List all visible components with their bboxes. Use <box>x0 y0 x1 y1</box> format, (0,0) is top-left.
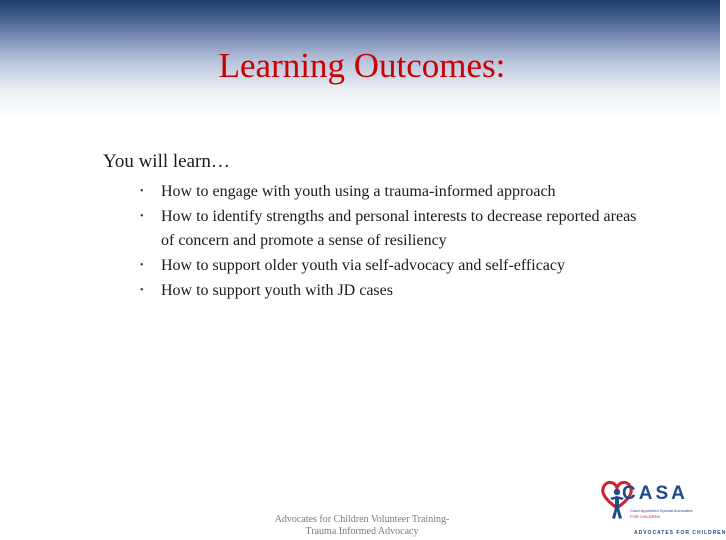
bullet-text: How to engage with youth using a trauma-informed approach <box>161 183 556 200</box>
bullet-text: How to support older youth via self-advocacy and self-efficacy <box>161 257 566 274</box>
slide-title: Learning Outcomes: <box>218 46 506 85</box>
bullet-item <box>140 254 640 278</box>
bullet-item <box>140 279 640 303</box>
logo-subtitle: Court Appointed Special Advocates <box>630 508 693 513</box>
footer-line-1: Advocates for Children Volunteer Training- <box>274 514 450 525</box>
footer-text <box>246 514 478 538</box>
bullet-dot: • <box>140 211 144 222</box>
bullet-dot: • <box>140 186 144 197</box>
logo-wordmark: CASA <box>622 483 688 504</box>
footer-line-2: Trauma Informed Advocacy <box>305 526 419 537</box>
bullet-dot: • <box>140 285 144 296</box>
bullet-text: How to support youth with JD cases <box>161 282 393 299</box>
bullet-item <box>140 205 640 253</box>
intro-text: You will learn… <box>103 151 230 172</box>
logo-subtitle-2: FOR CHILDREN <box>630 514 661 519</box>
bullet-dot: • <box>140 260 144 271</box>
bullet-text: How to identify strengths and personal interests to decrease reported areas of concern and promote a sense of resiliency <box>161 208 637 249</box>
bullet-list <box>140 180 640 304</box>
bullet-item <box>140 180 640 204</box>
casa-logo <box>600 478 726 536</box>
logo-tagline: ADVOCATES FOR CHILDREN <box>634 530 726 536</box>
